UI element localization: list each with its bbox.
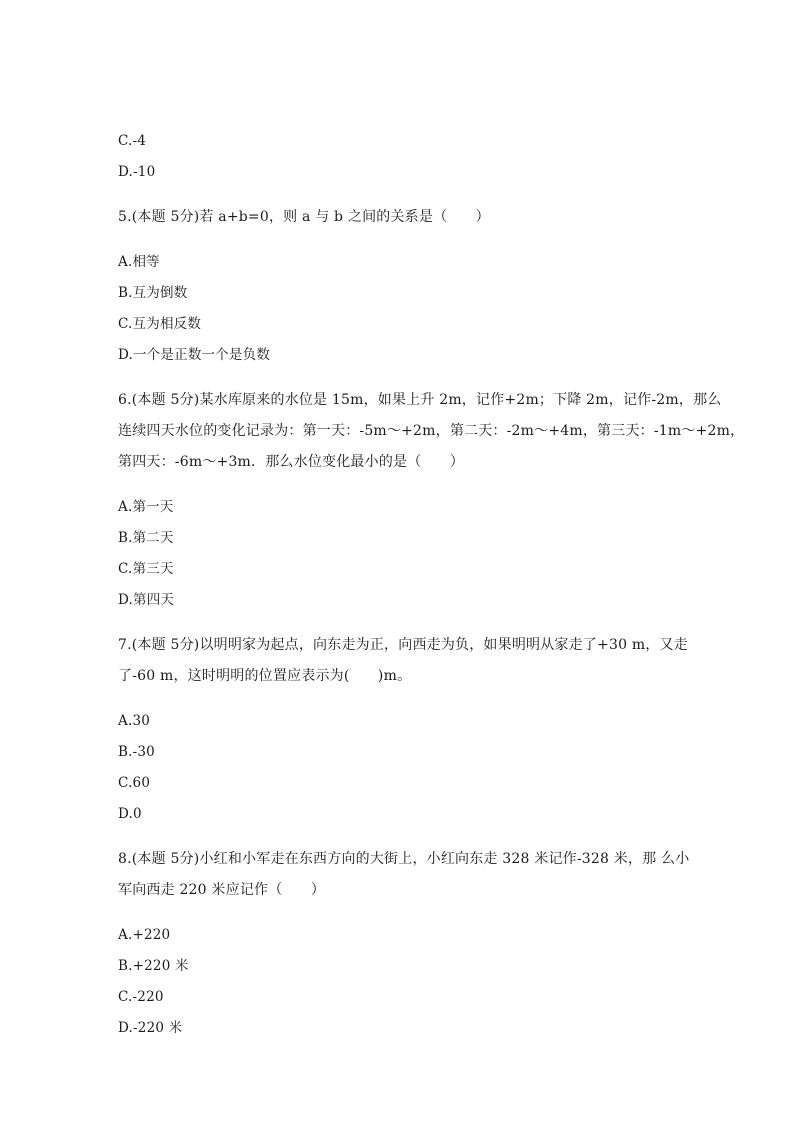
- question-8-option-d: D.-220 米: [118, 1020, 183, 1036]
- question-6-option-d: D.第四天: [118, 592, 175, 608]
- question-7-stem-line-1: 7.(本题 5分)以明明家为起点，向东走为正，向西走为负，如果明明从家走了+30 m，又走: [118, 637, 688, 653]
- question-6-option-a: A.第一天: [118, 499, 174, 515]
- question-7-stem-line-2: 了-60 m，这时明明的位置应表示为( )m。: [118, 668, 412, 684]
- question-5-option-b: B.互为倒数: [118, 285, 188, 301]
- question-5-option-d: D.一个是正数一个是负数: [118, 347, 271, 363]
- question-5-option-a: A.相等: [118, 254, 160, 270]
- option-d-prev: D.-10: [118, 164, 156, 180]
- question-7-option-d: D.0: [118, 806, 142, 822]
- question-8-option-c: C.-220: [118, 989, 164, 1005]
- question-5-option-c: C.互为相反数: [118, 316, 202, 332]
- option-c-prev: C.-4: [118, 133, 147, 149]
- question-7-option-c: C.60: [118, 775, 151, 791]
- question-7-option-a: A.30: [118, 713, 151, 729]
- question-7-option-b: B.-30: [118, 744, 155, 760]
- question-8-stem-line-2: 军向西走 220 米应记作（ ）: [118, 882, 326, 898]
- question-6-option-c: C.第三天: [118, 561, 174, 577]
- question-8-option-b: B.+220 米: [118, 958, 189, 974]
- question-8-option-a: A.+220: [118, 927, 171, 943]
- question-6-stem-line-1: 6.(本题 5分)某水库原来的水位是 15m，如果上升 2m，记作+2m；下降 2m，记作-2m，那么: [118, 392, 722, 408]
- question-5-stem: 5.(本题 5分)若 a+b=0，则 a 与 b 之间的关系是（ ）: [118, 209, 490, 225]
- question-6-stem-line-2: 连续四天水位的变化记录为：第一天：-5m～+2m，第二天：-2m～+4m，第三天：-1m～+2m，: [118, 423, 745, 439]
- question-8-stem-line-1: 8.(本题 5分)小红和小军走在东西方向的大街上，小红向东走 328 米记作-328 米，那 么小: [118, 851, 690, 867]
- question-6-option-b: B.第二天: [118, 530, 174, 546]
- question-6-stem-line-3: 第四天：-6m～+3m．那么水位变化最小的是（ ）: [118, 454, 465, 470]
